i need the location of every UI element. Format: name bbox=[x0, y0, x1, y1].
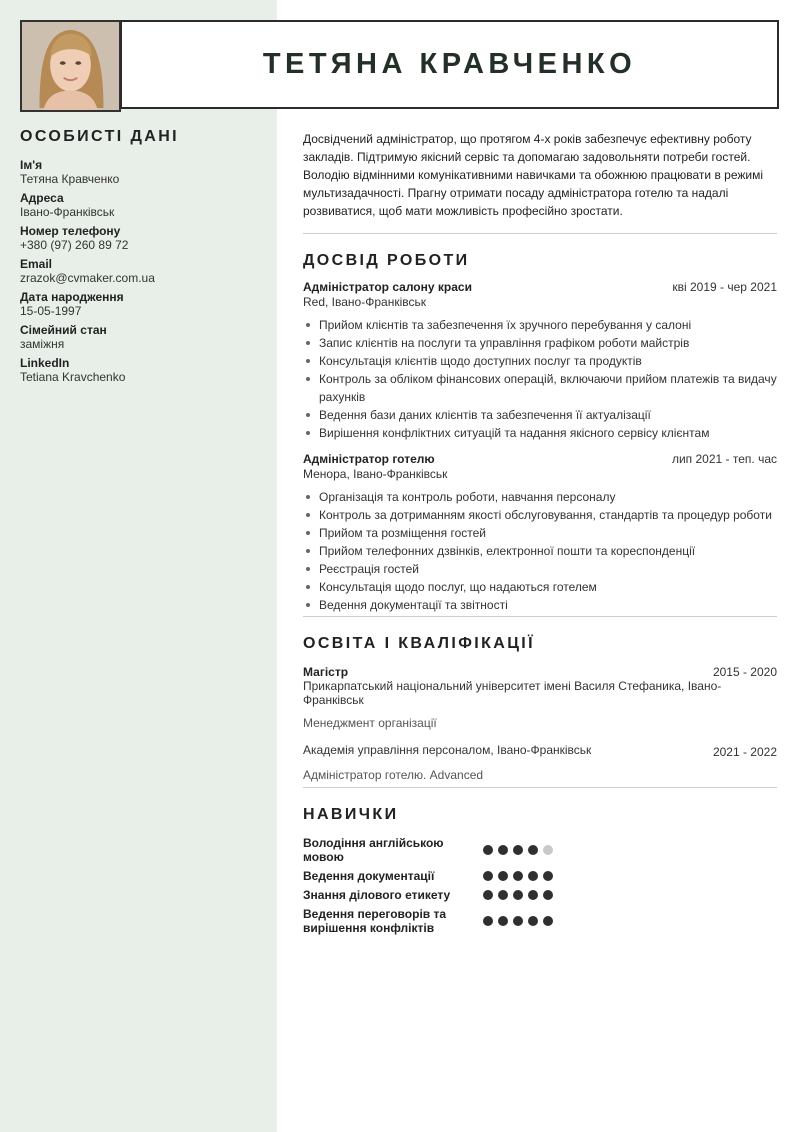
profile-summary: Досвідчений адміністратор, що протягом 4-х років забезпечує ефективну роботу закладів. Підтримую якісний сервіс та допомагаю задовольняти потреби гостей. Володію відмінними комунікативними навичками та обожнюю працювати в режимі мультизадачності. Прагну отримати посаду адміністратора готелю та надалі розвиватися, щоб мати можливість професійно зростати. bbox=[303, 132, 764, 218]
rating-dot-filled bbox=[543, 871, 553, 881]
profile-photo bbox=[20, 20, 121, 112]
job-title: Адміністратор салону краси bbox=[303, 280, 472, 294]
skill-name: Знання ділового етикету bbox=[303, 888, 451, 902]
job-date: кві 2019 - чер 2021 bbox=[672, 280, 777, 294]
rating-dot-filled bbox=[483, 916, 493, 926]
skill-row bbox=[303, 869, 777, 883]
job-company: Менора, Івано-Франківськ bbox=[303, 467, 448, 481]
job-duties bbox=[303, 488, 777, 614]
list-item: Консультація клієнтів щодо доступних послуг та продуктів bbox=[303, 352, 777, 370]
rating-dot-filled bbox=[513, 845, 523, 855]
rating-dot-filled bbox=[483, 845, 493, 855]
list-item: Ведення документації та звітності bbox=[303, 596, 777, 614]
field-label: Номер телефону bbox=[20, 224, 121, 238]
field-label: Ім'я bbox=[20, 158, 43, 172]
rating-dot-filled bbox=[513, 871, 523, 881]
field-value: 15-05-1997 bbox=[20, 304, 82, 318]
field-label: Адреса bbox=[20, 191, 64, 205]
field-label: Email bbox=[20, 257, 53, 271]
list-item: Організація та контроль роботи, навчання персоналу bbox=[303, 488, 777, 506]
skill-rating bbox=[483, 871, 553, 881]
rating-dot-filled bbox=[513, 916, 523, 926]
skills-title: НАВИЧКИ bbox=[303, 806, 399, 823]
job-entry bbox=[303, 280, 777, 442]
field-value: Tetiana Kravchenko bbox=[20, 370, 126, 384]
personal-email bbox=[20, 257, 260, 285]
education-entry bbox=[303, 665, 777, 730]
skill-rating bbox=[483, 845, 553, 855]
personal-linkedin bbox=[20, 356, 260, 384]
list-item: Вирішення конфліктних ситуацій та надання якісного сервісу клієнтам bbox=[303, 424, 777, 442]
section-divider bbox=[303, 233, 777, 234]
rating-dot-filled bbox=[543, 916, 553, 926]
rating-dot-filled bbox=[528, 845, 538, 855]
field-label: Дата народження bbox=[20, 290, 124, 304]
rating-dot-empty bbox=[543, 845, 553, 855]
rating-dot-filled bbox=[513, 890, 523, 900]
skill-rating bbox=[483, 916, 553, 926]
list-item: Контроль за обліком фінансових операцій, включаючи прийом платежів та видачу рахунків bbox=[303, 370, 777, 406]
education-institution: Академія управління персоналом, Івано-Франківськ bbox=[303, 743, 592, 757]
list-item: Запис клієнтів на послуги та управління графіком роботи майстрів bbox=[303, 334, 777, 352]
education-description: Адміністратор готелю. Advanced bbox=[303, 768, 484, 782]
experience-title: ДОСВІД РОБОТИ bbox=[303, 252, 470, 269]
education-title: ОСВІТА І КВАЛІФІКАЦІЇ bbox=[303, 635, 535, 652]
job-entry bbox=[303, 452, 777, 614]
education-institution: Прикарпатський національний університет імені Василя Стефаника, Івано-Франківськ bbox=[303, 679, 722, 707]
rating-dot-filled bbox=[528, 916, 538, 926]
skill-row bbox=[303, 836, 777, 864]
list-item: Реєстрація гостей bbox=[303, 560, 777, 578]
personal-details-title: ОСОБИСТІ ДАНІ bbox=[20, 128, 180, 145]
list-item: Ведення бази даних клієнтів та забезпечення її актуалізації bbox=[303, 406, 777, 424]
education-degree: Магістр bbox=[303, 665, 349, 679]
list-item: Консультація щодо послуг, що надаються готелем bbox=[303, 578, 777, 596]
personal-name bbox=[20, 158, 260, 186]
field-label: Сімейний стан bbox=[20, 323, 107, 337]
field-value: zrazok@cvmaker.com.ua bbox=[20, 271, 155, 285]
personal-marital-status bbox=[20, 323, 260, 351]
list-item: Прийом та розміщення гостей bbox=[303, 524, 777, 542]
skill-name: Володіння англійською мовою bbox=[303, 836, 444, 864]
name-header bbox=[120, 20, 779, 109]
personal-details bbox=[20, 128, 260, 389]
rating-dot-filled bbox=[498, 871, 508, 881]
rating-dot-filled bbox=[528, 890, 538, 900]
skills-list bbox=[303, 836, 777, 935]
rating-dot-filled bbox=[483, 890, 493, 900]
rating-dot-filled bbox=[498, 845, 508, 855]
skill-rating bbox=[483, 890, 553, 900]
field-label: LinkedIn bbox=[20, 356, 70, 370]
education-date: 2015 - 2020 bbox=[712, 665, 777, 679]
rating-dot-filled bbox=[498, 916, 508, 926]
main-content bbox=[303, 130, 777, 940]
list-item: Прийом клієнтів та забезпечення їх зручного перебування у салоні bbox=[303, 316, 777, 334]
skill-name: Ведення документації bbox=[303, 869, 435, 883]
section-divider bbox=[303, 787, 777, 788]
education-description: Менеджмент організації bbox=[303, 716, 437, 730]
job-company: Red, Івано-Франківськ bbox=[303, 295, 426, 309]
full-name: ТЕТЯНА КРАВЧЕНКО bbox=[262, 48, 637, 80]
job-title: Адміністратор готелю bbox=[303, 452, 435, 466]
personal-address bbox=[20, 191, 260, 219]
field-value: заміжня bbox=[20, 337, 65, 351]
personal-phone bbox=[20, 224, 260, 252]
rating-dot-filled bbox=[528, 871, 538, 881]
rating-dot-filled bbox=[483, 871, 493, 881]
field-value: Івано-Франківськ bbox=[20, 205, 115, 219]
job-date: лип 2021 - теп. час bbox=[671, 452, 777, 466]
skill-row bbox=[303, 907, 777, 935]
list-item: Прийом телефонних дзвінків, електронної пошти та кореспонденції bbox=[303, 542, 777, 560]
personal-birthdate bbox=[20, 290, 260, 318]
education-date: 2021 - 2022 bbox=[712, 745, 777, 759]
field-value: +380 (97) 260 89 72 bbox=[20, 238, 129, 252]
skill-row bbox=[303, 888, 777, 902]
job-duties bbox=[303, 316, 777, 442]
field-value: Тетяна Кравченко bbox=[20, 172, 120, 186]
skill-name: Ведення переговорів та вирішення конфліктів bbox=[303, 907, 447, 935]
rating-dot-filled bbox=[543, 890, 553, 900]
list-item: Контроль за дотриманням якості обслуговування, стандартів та процедур роботи bbox=[303, 506, 777, 524]
rating-dot-filled bbox=[498, 890, 508, 900]
education-entry bbox=[303, 743, 777, 782]
section-divider bbox=[303, 616, 777, 617]
